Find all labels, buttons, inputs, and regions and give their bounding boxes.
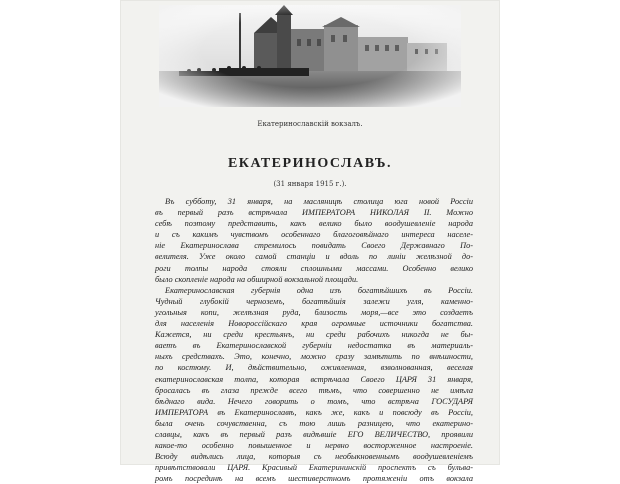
text-line: Всюду видѣлись лица, которыя съ необыкновеннымъ воодушевленіемъ — [155, 452, 473, 462]
text-line: ніе Екатеринослава стремилось повидать Своего Державнаго По- — [155, 241, 473, 251]
text-line: екатеринославская толпа, которая встрѣчала Своего ЦАРЯ 31 января, — [155, 374, 473, 384]
text-line: бѣднаго вида. Нечего говорить о томъ, что встрѣча ГОСУДАРЯ — [155, 396, 473, 406]
text-line: роги толпы народа стояли сплошными массами. Особенно велико — [155, 263, 473, 273]
text-line: славцы, какъ въ первый разъ видѣвшіе ЕГО ВЕЛИЧЕСТВО, проявили — [155, 429, 473, 439]
text-line: было скопленіе народа на обширной вокзальной площади. — [155, 274, 359, 284]
text-line: была очень сочувственна, съ тою лишь разницею, что екатерино- — [155, 418, 473, 428]
text-line: какое-то особенно повышенное и нервно восторженное настроеніе. — [155, 441, 473, 451]
text-line: ромъ посрединѣ на всемъ шестиверстномъ протяженіи отъ вокзала — [155, 474, 473, 484]
text-line: ваетъ въ Екатеринославской губерніи недостатка въ материаль- — [155, 341, 473, 351]
text-line: привѣтствовали ЦАРЯ. Красивый Екатерининскій проспектъ съ бульва- — [155, 463, 473, 473]
text-line: по костюму. И, дѣйствительно, оживленная, взволнованная, веселая — [155, 363, 473, 373]
text-line: и съ какимъ чувствомъ особеннаго благоговѣйнаго интереса населе- — [155, 230, 473, 240]
text-line: ИМПЕРАТОРА въ Екатеринославѣ, какъ же, какъ и повсюду въ Россіи, — [155, 407, 473, 417]
page-title: ЕКАТЕРИНОСЛАВЪ. — [227, 156, 393, 171]
text-line: Въ субботу, 31 января, на масляницѣ столица юга новой Россіи — [165, 197, 473, 206]
text-line: себѣ поэтому представить, какъ велико было воодушевленіе народа — [155, 219, 473, 229]
paragraph-1 — [155, 196, 473, 285]
text-line: Чудный глубокій черноземъ, богатѣйшія залежи угля, каменно- — [155, 296, 473, 306]
text-line: бросалась въ глаза прежде всего тѣмъ, что совершенно не имѣла — [155, 385, 473, 395]
text-line: угольныя копи, желѣзная руда, близость моря,—все это создаетъ — [155, 307, 473, 317]
paragraph-2 — [155, 285, 473, 484]
text-line: велителя. Уже около самой станціи и вдоль по линіи желѣзной до- — [155, 252, 473, 262]
article-body — [155, 196, 473, 484]
text-line: въ первый разъ встрѣчала ИМПЕРАТОРА НИКОЛАЯ II. Можно — [155, 208, 473, 218]
photo-caption: Екатеринославскій вокзалъ. — [257, 120, 363, 128]
text-line: Екатеринославская губернія одна изъ богатѣйшихъ въ Россіи. — [165, 285, 473, 295]
visit-date: (31 января 1915 г.). — [273, 180, 347, 188]
station-photo — [159, 5, 461, 107]
text-line: Кажется, ни среди крестьянъ, ни среди рабочихъ никогда не бы- — [155, 330, 473, 340]
text-line: для населенія Новороссійскаго края огромные источники богатства. — [155, 319, 473, 329]
text-line: ныхъ средствахъ. Это, конечно, можно сразу замѣтить по внѣшности, — [155, 352, 473, 362]
